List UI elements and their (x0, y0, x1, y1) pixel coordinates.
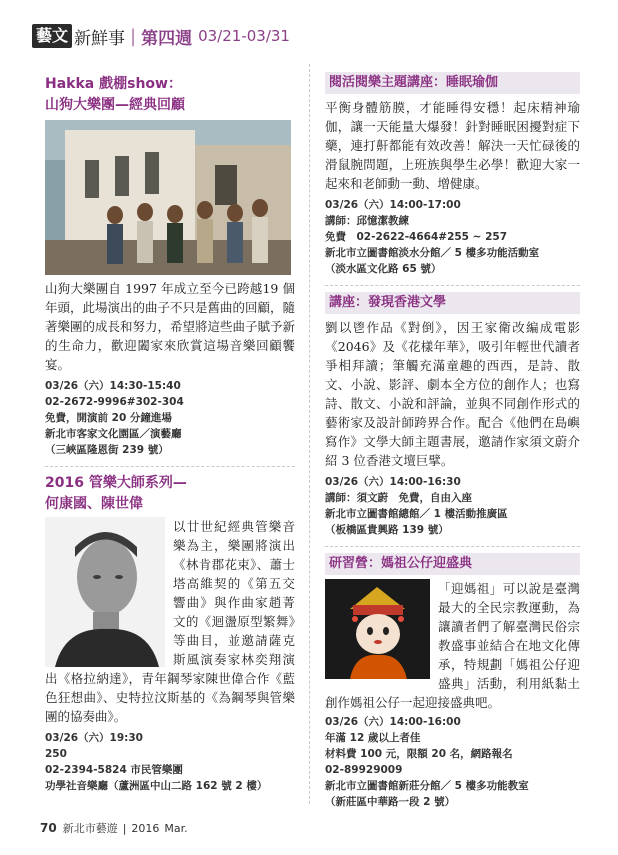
info-line: 02-2672-9996#302-304 (45, 396, 184, 408)
info-line: （板橋區貴興路 139 號） (325, 524, 449, 536)
band-photo-image (45, 120, 291, 275)
event-sleep-yoga (325, 72, 580, 277)
page-number: 70 (40, 821, 57, 835)
mazu-figure-image (325, 579, 430, 679)
right-column (325, 62, 580, 810)
event-info (45, 378, 295, 458)
event-info (325, 474, 580, 538)
column-divider (309, 64, 310, 804)
band-photo (45, 120, 291, 275)
event-hakka (45, 74, 295, 458)
info-line: 02-2394-5824 市民管樂團 (45, 764, 183, 776)
header-separator: | (130, 25, 137, 47)
event-title: Hakka 戲棚show： (45, 76, 182, 92)
left-column (45, 62, 295, 794)
page-footer (40, 820, 188, 836)
event-title: 講座：發現香港文學 (325, 292, 580, 314)
info-line: （三峽區隆恩街 239 號） (45, 444, 169, 456)
pianist-photo-image (45, 517, 165, 667)
event-title: 2016 管樂大師系列— (45, 475, 187, 491)
section-divider (325, 546, 580, 547)
event-subtitle: 何康國、陳世偉 (45, 496, 143, 512)
event-info (325, 714, 580, 810)
info-line: 講師：須文蔚 免費，自由入座 (325, 492, 472, 504)
info-line: 功學社音樂廳（蘆洲區中山二路 162 號 2 樓） (45, 780, 268, 792)
section-divider (325, 285, 580, 286)
issue-month: Mar. (164, 821, 188, 835)
page-header (32, 22, 290, 50)
header-dates: 03/21-03/31 (198, 27, 290, 45)
issue-year: 2016 (131, 821, 160, 835)
info-line: 新北市立圖書館新莊分館／ 5 樓多功能教室 (325, 780, 529, 792)
event-info (45, 730, 295, 794)
event-description: 以廿世紀經典管樂音樂為主，樂團將演出《林肯郡花束》、蕭士塔高維契的《第五交響曲》與作曲家趙菁文的《迴盪原型繁舞》等曲目，並邀請薩克斯風演奏家林奕翔演出《格拉納達》，青年鋼琴家陳世偉合作《藍色狂想曲》、史特拉汶斯基的《為鋼琴與管樂團的協奏曲》。 (45, 519, 295, 724)
event-hk-literature (325, 292, 580, 538)
event-description: 劉以鬯作品《對倒》，因王家衛改編成電影《2046》及《花樣年華》，吸引年輕世代讀者爭相拜讀；筆觸充滿童趣的西西，是詩、散文、小說、影評、劇本全方位的創作人；也寫詩、散文、小說和評論，並與不同創作形式的藝術家及設計師跨界合作。配合《他們在島嶼寫作》文學大師主題書展，邀請作家須文蔚介紹 3 位香港文壇巨擘。 (325, 320, 580, 468)
event-mazu-workshop (325, 553, 580, 810)
info-line: 免費 02-2622-4664#255 ~ 257 (325, 231, 508, 243)
info-line: 免費，開演前 20 分鐘進場 (45, 412, 172, 424)
category-badge: 藝文 (32, 24, 72, 48)
info-line: 講師：邱憶潔教練 (325, 215, 409, 227)
info-line: （新莊區中華路一段 2 號） (325, 796, 456, 808)
event-title: 閱活閱樂主題講座：睡眠瑜伽 (325, 72, 580, 94)
header-week: 第四週 (141, 28, 193, 49)
magazine-name: 新北市藝遊 (62, 822, 118, 835)
info-line: 年滿 12 歲以上者佳 (325, 732, 421, 744)
event-description: 山狗大樂團自 1997 年成立至今已跨越19 個年頭，此場演出的曲子不只是舊曲的回顧，隨著樂團的成長和努力，希望將這些曲子賦予新的生命力，歡迎闔家來欣賞這場音樂回顧饗宴。 (45, 281, 296, 372)
event-wind-band (45, 473, 295, 794)
info-line: 02-89929009 (325, 764, 403, 776)
info-line: 03/26（六）14:00-16:30 (325, 476, 461, 488)
event-title: 研習營：媽祖公仔迎盛典 (325, 553, 580, 575)
info-line: 03/26（六）14:30-15:40 (45, 380, 181, 392)
info-line: 250 (45, 748, 67, 760)
info-line: （淡水區文化路 65 號） (325, 263, 442, 275)
header-title: 新鮮事 (74, 28, 126, 49)
info-line: 03/26（六）14:00-17:00 (325, 199, 461, 211)
event-subtitle: 山狗大樂團—經典回顧 (45, 97, 185, 113)
event-description: 「迎媽祖」可以說是臺灣最大的全民宗教運動，為讓讀者們了解臺灣民俗宗教盛事並結合在地文化傳承，特規劃「媽祖公仔迎盛典」活動，利用紙黏土創作媽祖公仔一起迎接盛典吧。 (325, 581, 580, 710)
info-line: 新北市客家文化園區／演藝廳 (45, 428, 182, 440)
section-divider (45, 466, 295, 467)
mazu-figure-photo (325, 579, 430, 679)
info-line: 03/26（六）19:30 (45, 732, 143, 744)
footer-separator: | (122, 821, 127, 835)
event-description: 平衡身體筋膜，才能睡得安穩！起床精神瑜伽，讓一天能量大爆發！針對睡眠困擾對症下藥，連打鼾都能有效改善！解決一天忙碌後的滑鼠腕問題，上班族與學生必學！歡迎大家一起來和老師動一動、增健康。 (325, 100, 580, 191)
event-info (325, 197, 580, 277)
info-line: 材料費 100 元，限額 20 名，網路報名 (325, 748, 513, 760)
info-line: 新北市立圖書館總館／ 1 樓活動推廣區 (325, 508, 508, 520)
pianist-photo (45, 517, 165, 667)
info-line: 03/26（六）14:00-16:00 (325, 716, 461, 728)
info-line: 新北市立圖書館淡水分館／ 5 樓多功能活動室 (325, 247, 540, 259)
